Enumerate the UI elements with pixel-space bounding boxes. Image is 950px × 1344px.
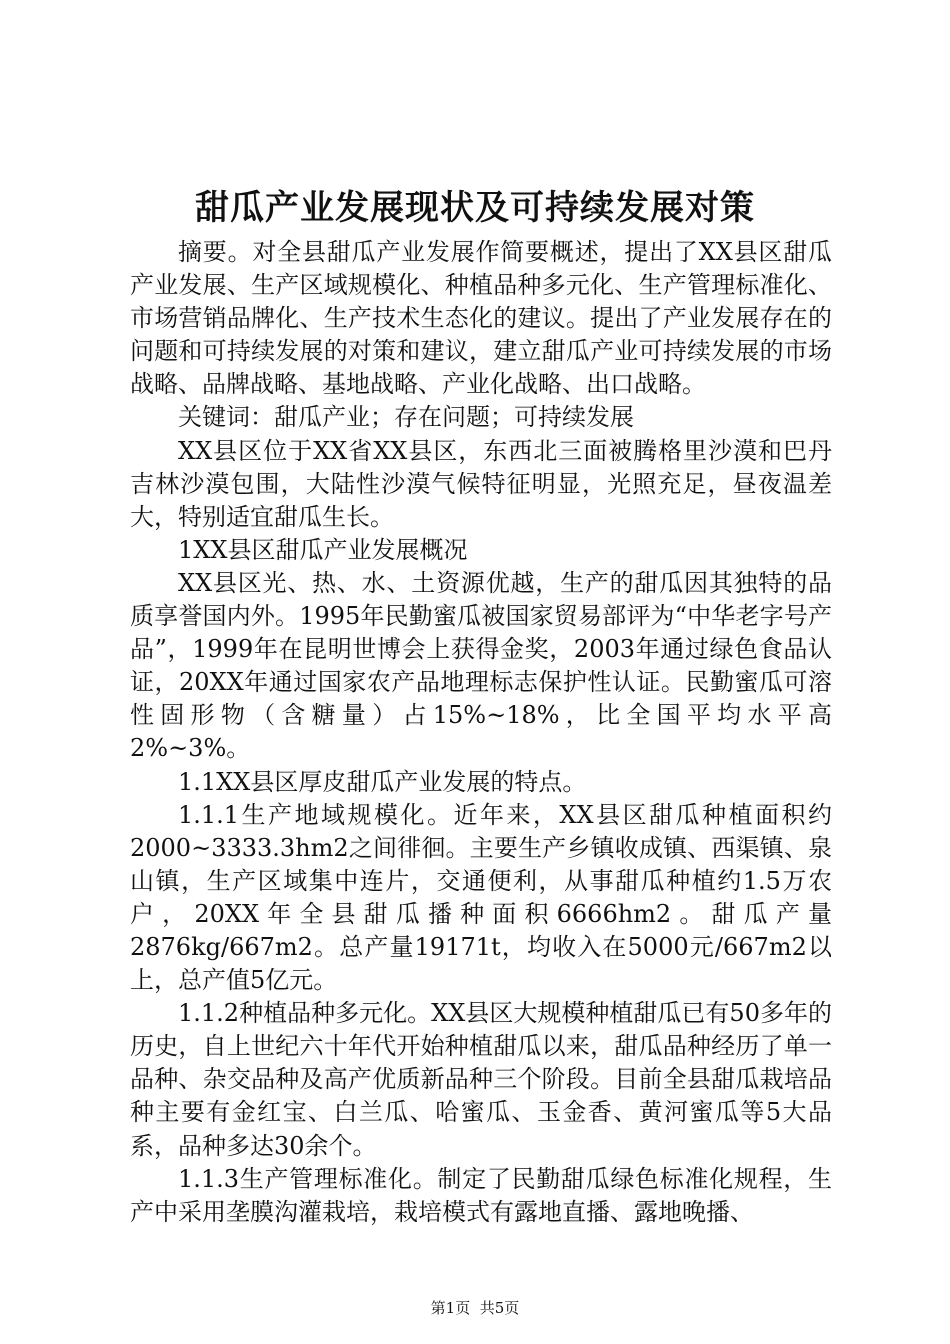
paragraph-1-1-2: 1.1.2种植品种多元化。XX县区大规模种植甜瓜已有50多年的历史，自上世纪六十年代开始种植甜瓜以来，甜瓜品种经历了单一品种、杂交品种及高产优质新品种三个阶段。目前全县甜瓜栽培品种主要有金红宝、白兰瓜、哈蜜瓜、玉金香、黄河蜜瓜等5大品系，品种多达30余个。 xyxy=(130,999,832,1160)
section-heading-1-1: 1.1XX县区厚皮甜瓜产业发展的特点。 xyxy=(178,767,587,796)
intro-paragraph: XX县区位于XX省XX县区，东西北三面被腾格里沙漠和巴丹吉林沙漠包围，大陆性沙漠气候特征明显，光照充足，昼夜温差大，特别适宜甜瓜生长。 xyxy=(130,436,832,531)
page-footer xyxy=(0,1298,950,1318)
overview-paragraph: XX县区光、热、水、土资源优越，生产的甜瓜因其独特的品质享誉国内外。1995年民勤蜜瓜被国家贸易部评为“中华老字号产品”，1999年在昆明世博会上获得金奖，2003年通过绿色食品认证，20XX年通过国家农产品地理标志保护性认证。民勤蜜瓜可溶性固形物（含糖量）占15%~18%，比全国平均水平高2%~3%。 xyxy=(130,568,832,763)
page-number: 第1页 xyxy=(430,1299,471,1317)
abstract-paragraph: 摘要。对全县甜瓜产业发展作简要概述，提出了XX县区甜瓜产业发展、生产区域规模化、种植品种多元化、生产管理标准化、市场营销品牌化、生产技术生态化的建议。提出了产业发展存在的问题和可持续发展的对策和建议，建立甜瓜产业可持续发展的市场战略、品牌战略、基地战略、产业化战略、出口战略。 xyxy=(130,238,832,399)
paragraph-1-1-3: 1.1.3生产管理标准化。制定了民勤甜瓜绿色标准化规程，生产中采用垄膜沟灌栽培，栽培模式有露地直播、露地晚播、 xyxy=(130,1164,832,1226)
section-heading-1: 1XX县区甜瓜产业发展概况 xyxy=(178,535,468,564)
document-body xyxy=(130,236,832,1229)
paragraph-1-1-1: 1.1.1生产地域规模化。近年来，XX县区甜瓜种植面积约2000~3333.3hm2之间徘徊。主要生产乡镇收成镇、西渠镇、泉山镇，生产区域集中连片，交通便利，从事甜瓜种植约1.5万农户，20XX年全县甜瓜播种面积6666hm2。甜瓜产量2876kg/667m2。总产量19171t，均收入在5000元/667m2以上，总产值5亿元。 xyxy=(130,800,832,995)
document-title: 甜瓜产业发展现状及可持续发展对策 xyxy=(195,188,755,228)
keywords-paragraph: 关键词：甜瓜产业；存在问题；可持续发展 xyxy=(178,403,634,432)
page-total: 共5页 xyxy=(479,1299,520,1317)
